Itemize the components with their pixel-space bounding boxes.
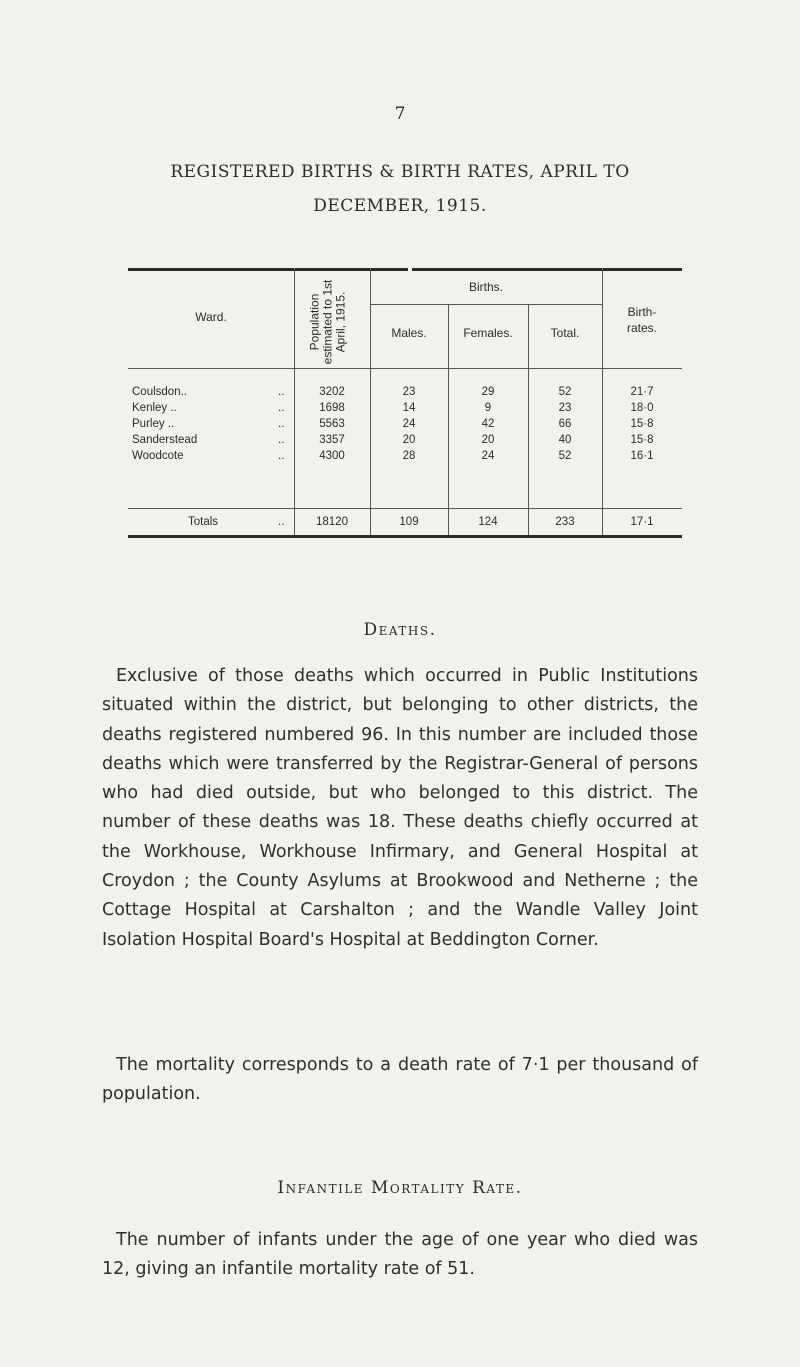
totals-population: 18120 — [316, 516, 348, 528]
table-row — [128, 450, 682, 466]
total-value: 40 — [558, 434, 572, 446]
header-total: Total. — [550, 326, 580, 340]
header-females: Females. — [463, 326, 513, 340]
births-subheader-rule — [370, 304, 602, 305]
rate-value: 21·7 — [630, 386, 654, 398]
header-population-text: Population estimated to 1st April, 1915. — [307, 279, 348, 365]
rate-value: 15·8 — [630, 434, 654, 446]
leader-dots: .. — [278, 402, 285, 414]
header-birth-rates: Birth- rates. — [626, 305, 657, 335]
top-rule-right — [412, 268, 682, 271]
rate-value: 16·1 — [630, 450, 654, 462]
females-value: 24 — [481, 450, 495, 462]
population-value: 5563 — [319, 418, 345, 430]
table-row — [128, 434, 682, 450]
population-value: 3357 — [319, 434, 345, 446]
table-title-line1: REGISTERED BIRTHS & BIRTH RATES, APRIL TO — [170, 162, 630, 182]
males-value: 14 — [402, 402, 416, 414]
totals-females: 124 — [478, 516, 498, 528]
ward-name: Purley .. — [132, 418, 175, 430]
deaths-paragraph — [102, 662, 698, 955]
mortality-paragraph-text: The mortality corresponds to a death rate of 7·1 per thousand of population. — [102, 1055, 698, 1105]
total-value: 66 — [558, 418, 572, 430]
top-rule-left — [128, 268, 408, 271]
total-value: 52 — [558, 450, 572, 462]
totals-males: 109 — [399, 516, 419, 528]
ward-name: Coulsdon.. — [132, 386, 187, 398]
females-value: 9 — [484, 402, 492, 414]
deaths-heading: Deaths. — [363, 620, 437, 640]
ward-name: Kenley .. — [132, 402, 177, 414]
bottom-rule — [128, 535, 682, 538]
leader-dots: .. — [278, 434, 285, 446]
ward-name: Sanderstead — [132, 434, 198, 446]
females-value: 29 — [481, 386, 495, 398]
ward-name: Woodcote — [132, 450, 184, 462]
table-title-line2: DECEMBER, 1915. — [313, 196, 487, 216]
header-males: Males. — [391, 326, 427, 340]
population-value: 4300 — [319, 450, 345, 462]
total-value: 23 — [558, 402, 572, 414]
totals-total: 233 — [555, 516, 575, 528]
rate-value: 15·8 — [630, 418, 654, 430]
births-table — [128, 268, 682, 538]
population-value: 1698 — [319, 402, 345, 414]
females-value: 20 — [481, 434, 495, 446]
total-value: 52 — [558, 386, 572, 398]
table-row — [128, 418, 682, 434]
rate-value: 18·0 — [630, 402, 654, 414]
males-value: 28 — [402, 450, 416, 462]
totals-label: Totals — [188, 516, 219, 528]
leader-dots: .. — [278, 450, 285, 462]
males-value: 20 — [402, 434, 416, 446]
population-value: 3202 — [319, 386, 345, 398]
page-number: 7 — [394, 104, 406, 124]
table-row — [128, 386, 682, 402]
infantile-heading: Infantile Mortality Rate. — [277, 1178, 523, 1198]
infantile-paragraph-text: The number of infants under the age of one year who died was 12, giving an infantile mortality rate of 51. — [102, 1230, 698, 1280]
males-value: 23 — [402, 386, 416, 398]
totals-rule — [128, 508, 682, 509]
infantile-paragraph — [102, 1226, 698, 1285]
females-value: 42 — [481, 418, 495, 430]
leader-dots: .. — [278, 516, 285, 528]
males-value: 24 — [402, 418, 416, 430]
header-rule — [128, 368, 682, 369]
totals-rate: 17·1 — [630, 516, 654, 528]
leader-dots: .. — [278, 418, 285, 430]
leader-dots: .. — [278, 386, 285, 398]
header-births: Births. — [468, 280, 503, 294]
header-ward: Ward. — [195, 310, 227, 324]
totals-row — [128, 516, 682, 532]
header-population — [296, 272, 360, 372]
table-row — [128, 402, 682, 418]
deaths-paragraph-text: Exclusive of those deaths which occurred in Public Institutions situated within the district, but belonging to other districts, the deaths registered numbered 96. In this number are included those deaths which were transferred by the Registrar-General of persons who had died outside, but who belonged to this district. The number of these deaths was 18. These deaths chiefly occurred at the Workhouse, Workhouse Infirmary, and General Hospital at Croydon ; the County Asylums at Brookwood and Netherne ; the Cottage Hospital at Carshalton ; and the Wandle Valley Joint Isolation Hospital Board's Hospital at Beddington Corner. — [102, 666, 698, 950]
mortality-paragraph — [102, 1051, 698, 1110]
